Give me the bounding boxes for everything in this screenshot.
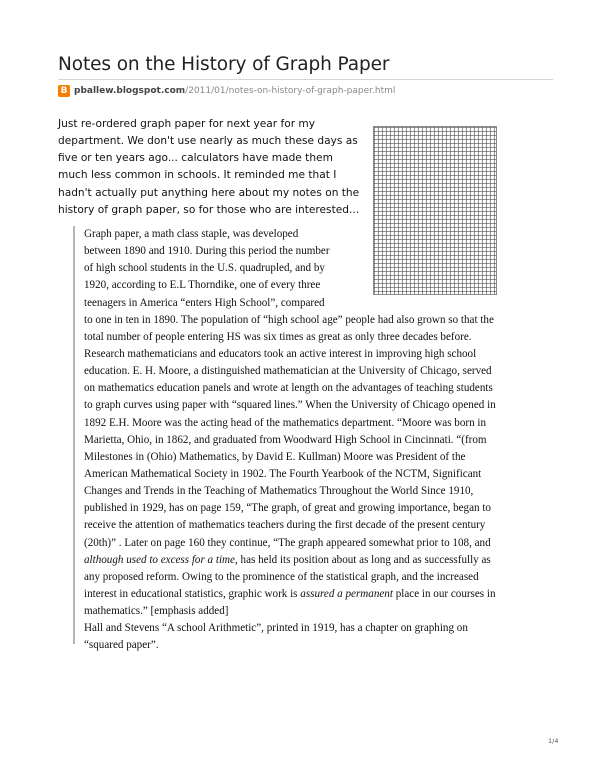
quote-line: receive the attention of mathematics teachers during the first decade of the present century: [84, 519, 486, 532]
page-number: 1/4: [548, 737, 559, 745]
quote-line: Marietta, Ohio, in 1862, and graduated from Woodward High School in Cincinnati. “(from: [84, 433, 487, 446]
quote-text: , has held its position about as long and as successfully as: [234, 553, 491, 566]
quote-text: place in our courses in: [392, 587, 496, 600]
quote-line: Research mathematicians and educators took an active interest in improving high school: [84, 347, 477, 360]
intro-line: department. We don't use nearly as much these days as: [58, 135, 358, 148]
quote-line: Changes and Trends in the Teaching of Mathematics Throughout the World Since 1910,: [84, 485, 474, 498]
quote-line: total number of people entering HS was six times as great as only three decades before.: [84, 330, 472, 343]
quote-line: Hall and Stevens “A school Arithmetic”, printed in 1919, has a chapter on graphing on: [84, 622, 468, 635]
quote-line: Graph paper, a math class staple, was developed: [84, 228, 299, 240]
quote-line: 1892 E.H. Moore was the acting head of the mathematics department. “Moore was born in: [84, 416, 487, 429]
title-divider: [58, 79, 553, 80]
intro-line: much less common in schools. It reminded me that I: [58, 169, 337, 182]
quote-line: published in 1929, has on page 159, “The graph, of great and growing importance, began to: [84, 502, 491, 515]
emphasis-text: although used to excess for a time: [84, 553, 235, 566]
emphasis-text: assured a permanent: [300, 587, 393, 600]
intro-line: five or ten years ago... calculators have made them: [58, 152, 333, 165]
quote-line: 1920, according to E.L Thorndike, one of every three: [84, 279, 321, 292]
intro-line: hadn't actually put anything here about my notes on the: [58, 186, 360, 199]
quote-text: interest in educational statistics, graphic work is: [84, 587, 301, 600]
page-title: Notes on the History of Graph Paper: [58, 54, 390, 75]
source-path[interactable]: /2011/01/notes-on-history-of-graph-paper.html: [185, 86, 396, 96]
quote-line: teenagers in America “enters High School”, compared: [84, 296, 325, 309]
quote-line: (20th)” . Later on page 160 they continue, “The graph appeared somewhat prior to 108, and: [84, 536, 491, 549]
quote-line: between 1890 and 1910. During this period the number: [84, 245, 330, 258]
blogger-icon: B: [58, 85, 70, 97]
source-link[interactable]: [58, 84, 395, 98]
quote-line: to graph curves using paper with “squared lines.” When the University of Chicago opened in: [84, 399, 496, 412]
blockquote: [84, 226, 550, 655]
quote-line: [84, 586, 550, 603]
quote-line: of high school students in the U.S. quadrupled, and by: [84, 262, 325, 275]
quote-line: mathematics.” [emphasis added]: [84, 605, 229, 618]
quote-line: any proposed reform. Owing to the prominence of the statistical graph, and the increased: [84, 570, 479, 583]
intro-line: Just re-ordered graph paper for next year for my: [58, 118, 316, 130]
quote-line: Milestones in (Ohio) Mathematics, by David E. Kullman) Moore was President of the: [84, 450, 466, 463]
source-domain[interactable]: pballew.blogspot.com: [74, 86, 186, 96]
blockquote-bar: [73, 226, 75, 644]
quote-line: American Mathematical Society in 1902. The Fourth Yearbook of the NCTM, Significant: [84, 467, 482, 480]
quote-line: [84, 552, 550, 569]
quote-line: education. E. H. Moore, a distinguished mathematician at the University of Chicago, served: [84, 365, 492, 378]
quote-line: “squared paper”.: [84, 639, 159, 652]
intro-paragraph: [58, 116, 363, 219]
intro-line: history of graph paper, so for those who are interested...: [58, 203, 360, 216]
quote-line: to one in ten in 1890. The population of “high school age” people had also grown so that the: [84, 313, 494, 326]
quote-line: on mathematics education panels and wrote at length on the advantages of teaching students: [84, 382, 493, 395]
